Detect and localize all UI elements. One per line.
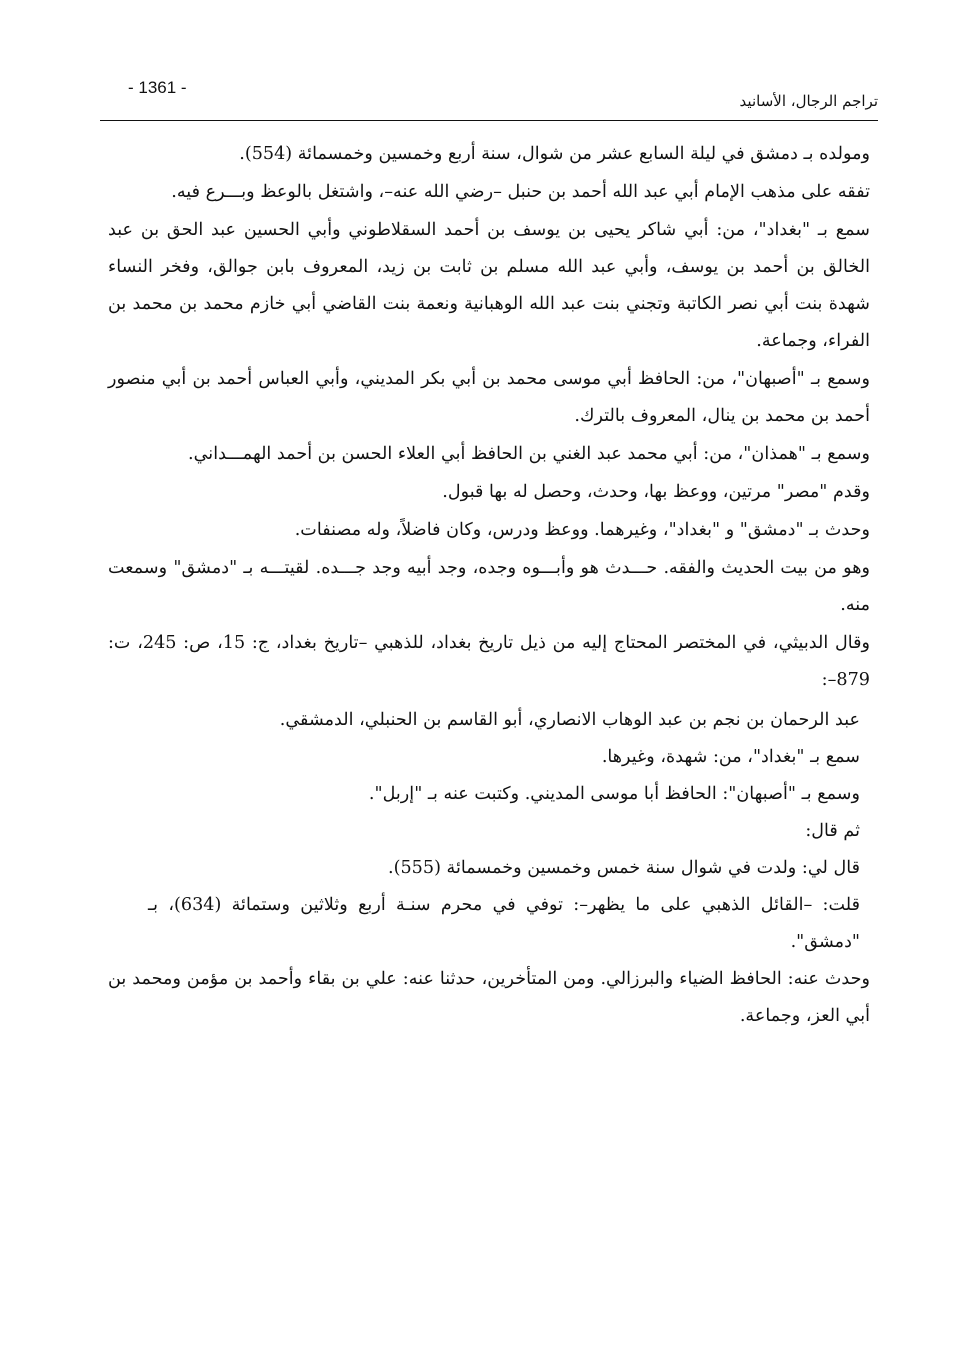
header-rule (100, 120, 878, 121)
quote-line-name: عبد الرحمان بن نجم بن عبد الوهاب الانصاري، أبو القاسم بن الحنبلي، الدمشقي. (279, 710, 860, 730)
paragraph-egypt: وقدم "مصر" مرتين، ووعظ بها، وحدث، وحصل له بها قبول. (442, 482, 870, 502)
paragraph-birth: ومولده بـ دمشق في ليلة السابع عشر من شوال، سنة أربع وخمسين وخمسمائة (554). (239, 144, 870, 164)
quote-line-isfahan: وسمع بـ "أصبهان": الحافظ أبا موسى المديني. وكتبت عنه بـ "إربل". (368, 784, 860, 804)
paragraph-hamadhan-teachers: وسمع بـ "همذان"، من: أبي محمد عبد الغني بن الحافظ أبي العلاء الحسن بن أحمد الهمـــداني. (188, 444, 870, 464)
quote-line-birth: قال لي: ولدت في شوال سنة خمس وخمسين وخمسمائة (555). (388, 858, 860, 878)
paragraph-baghdad-teachers: سمع بـ "بغداد"، من: أبي شاكر يحيى بن يوسف بن أحمد السقلاطوني وأبي الحسين عبد الحق بن عبد الخالق بن أحمد بن يوسف، وأبي عبد الله مسلم بن ثابت بن زيد، المعروف بابن جوالق، وفخر النساء شهدة بنت أبي نصر الكاتبة وتجني بنت عبد الله الوهبانية ونعمة بنت القاضي أبي خازم محمد بن محمد بن الفراء، وجماعة. (108, 220, 870, 351)
paragraph-family: وهو من بيت الحديث والفقه. حـــدث هو وأبـــوه وجده، وجد أبيه وجد جـــده. لقيتـــه بـ "دمشق" وسمعت منه. (108, 558, 870, 615)
page-header (100, 78, 878, 124)
paragraph-students: وحدث عنه: الحافظ الضياء والبرزالي. ومن المتأخرين، حدثنا عنه: علي بن بقاء وأحمد بن مؤمن ومحمد بن أبي العز، وجماعة. (108, 969, 870, 1026)
quote-line-death: قلت: –القائل الذهبي على ما يظهر–: توفي في محرم سنـة أربع وثلاثين وستمائة (634)، بـ "دمشق". (148, 895, 860, 952)
body-text (108, 136, 870, 1036)
page-number: - 1361 - (128, 78, 187, 97)
paragraph-dubaythi: وقال الدبيثي، في المختصر المحتاج إليه من ذيل تاريخ بغداد، للذهبي –تاريخ بغداد، ج: 15، ص: 245، ت: 879–: (108, 633, 870, 690)
running-head: تراجم الرجال، الأسانيد (739, 92, 878, 110)
quote-line-then-said: ثم قال: (805, 821, 860, 841)
paragraph-narration: وحدث بـ "دمشق" و "بغداد"، وغيرهما. ووعظ ودرس، وكان فاضلاً، وله مصنفات. (294, 520, 870, 540)
paragraph-fiqh: تفقه على مذهب الإمام أبي عبد الله أحمد بن حنبل –رضي الله عنه–، واشتغل بالوعظ وبـــرع فيه. (171, 182, 870, 202)
quote-line-baghdad: سمع بـ "بغداد"، من: شهدة، وغيرها. (601, 747, 860, 767)
paragraph-isfahan-teachers: وسمع بـ "أصبهان"، من: الحافظ أبي موسى محمد بن أبي بكر المديني، وأبي العباس أحمد بن أبي منصور أحمد بن محمد بن ينال، المعروف بالترك. (108, 369, 870, 426)
quotation-block (148, 700, 860, 961)
